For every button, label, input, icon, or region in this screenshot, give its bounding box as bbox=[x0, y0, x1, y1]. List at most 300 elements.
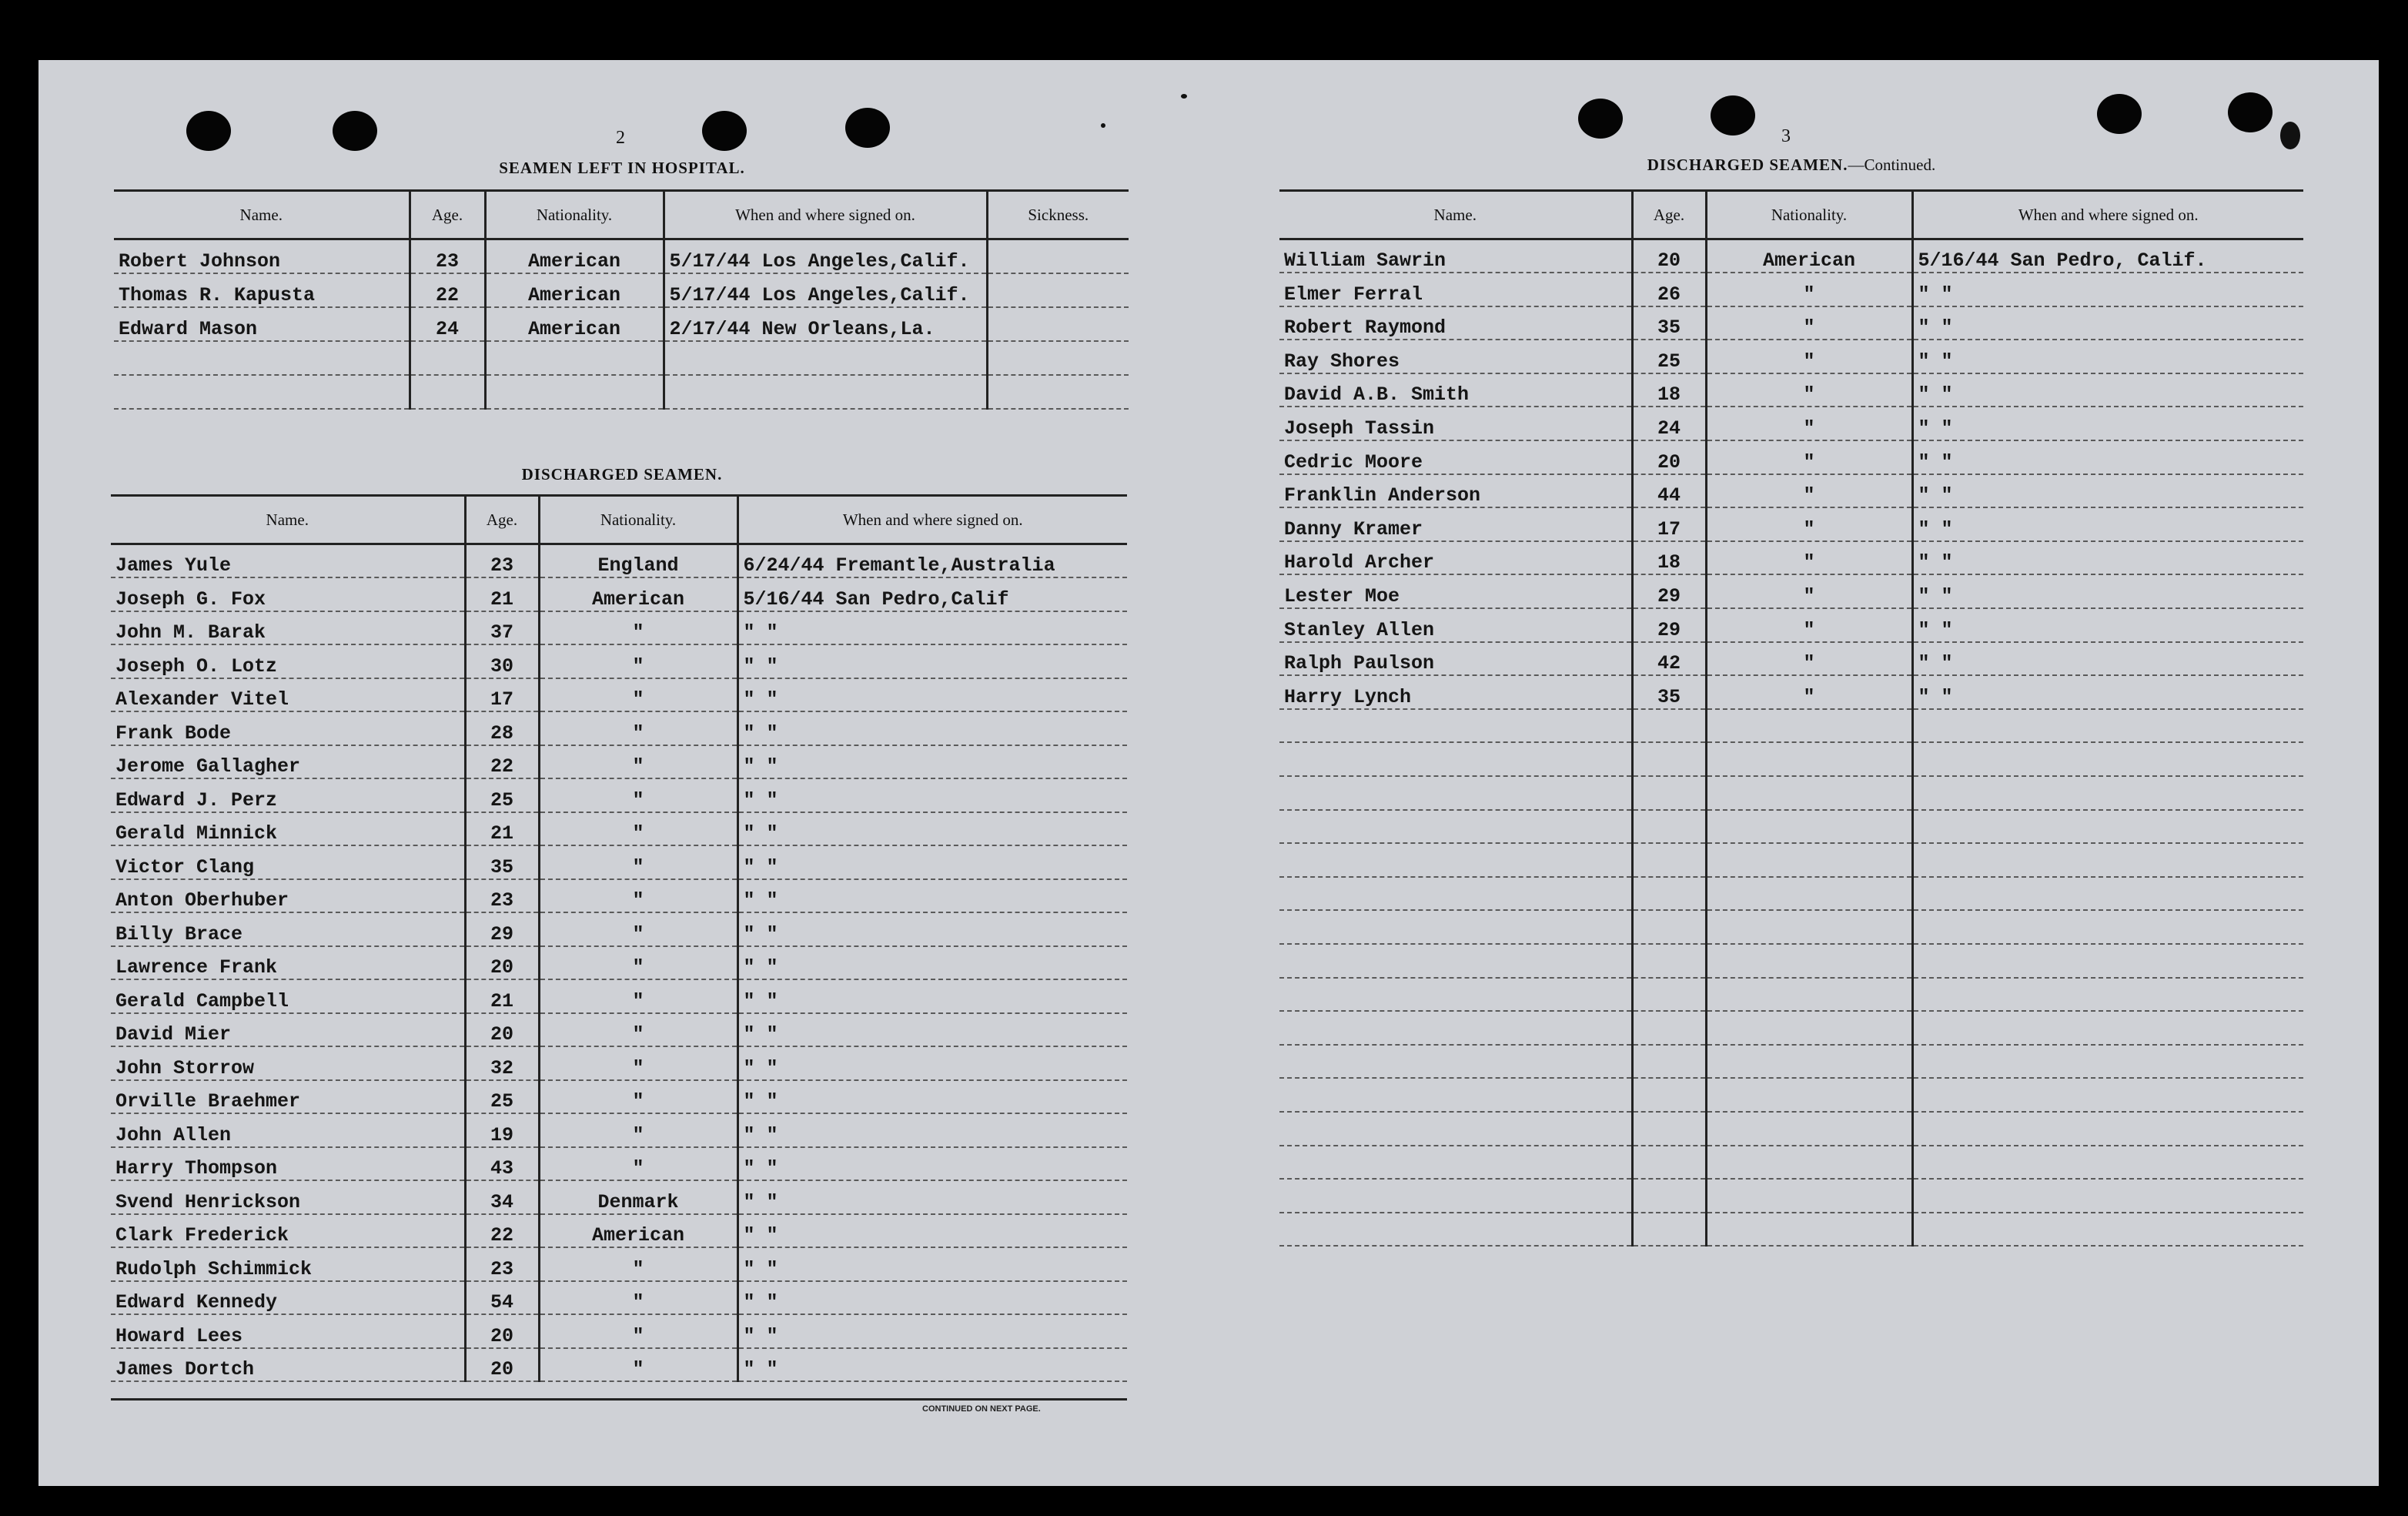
table-cell: 28 bbox=[465, 711, 539, 745]
table-cell: Ralph Paulson bbox=[1279, 642, 1632, 676]
table-cell bbox=[1279, 1011, 1632, 1045]
table-cell: James Dortch bbox=[111, 1348, 465, 1382]
table-cell: " " bbox=[1912, 474, 2303, 508]
table-cell bbox=[1632, 776, 1706, 810]
table-row bbox=[1279, 340, 2303, 373]
table-cell: 24 bbox=[410, 307, 485, 341]
table-cell: " bbox=[1706, 440, 1912, 474]
table-row bbox=[111, 611, 1127, 645]
table-row bbox=[114, 239, 1129, 273]
table-cell: " " bbox=[737, 778, 1127, 812]
table-cell: " " bbox=[737, 745, 1127, 779]
table-cell: " " bbox=[737, 711, 1127, 745]
discharged-continued-title-text: DISCHARGED SEAMEN. bbox=[1647, 156, 1848, 174]
table-row bbox=[111, 1147, 1127, 1181]
ink-blot bbox=[2280, 122, 2300, 149]
table-row bbox=[1279, 776, 2303, 810]
table-cell: " " bbox=[737, 611, 1127, 645]
column-header: Age. bbox=[1632, 191, 1706, 239]
table-row bbox=[111, 778, 1127, 812]
table-row bbox=[1279, 1045, 2303, 1079]
table-cell bbox=[1632, 1146, 1706, 1180]
table-cell bbox=[1912, 1146, 2303, 1180]
discharged-continued-suffix: —Continued. bbox=[1848, 156, 1936, 174]
discharged-table-bottom-rule bbox=[111, 1398, 1127, 1401]
table-cell: 5/16/44 San Pedro,Calif bbox=[737, 577, 1127, 611]
table-cell bbox=[1632, 910, 1706, 944]
table-cell: " bbox=[539, 1348, 737, 1382]
table-cell: " bbox=[539, 946, 737, 980]
ink-speck bbox=[1101, 123, 1105, 128]
table-cell bbox=[1279, 776, 1632, 810]
table-row bbox=[1279, 1112, 2303, 1146]
table-row bbox=[111, 879, 1127, 913]
table-cell: 35 bbox=[1632, 675, 1706, 709]
table-cell: " bbox=[539, 1281, 737, 1315]
table-cell: 29 bbox=[465, 912, 539, 946]
table-cell: David Mier bbox=[111, 1013, 465, 1047]
table-cell bbox=[1912, 776, 2303, 810]
table-cell: Gerald Minnick bbox=[111, 812, 465, 846]
table-cell: Harry Lynch bbox=[1279, 675, 1632, 709]
table-row bbox=[114, 341, 1129, 375]
table-cell: 42 bbox=[1632, 642, 1706, 676]
table-cell: Robert Johnson bbox=[114, 239, 410, 273]
table-cell: James Yule bbox=[111, 544, 465, 578]
table-row bbox=[114, 307, 1129, 341]
table-cell: " bbox=[1706, 541, 1912, 575]
table-cell: 21 bbox=[465, 577, 539, 611]
table-cell: " bbox=[539, 1113, 737, 1147]
table-cell: Thomas R. Kapusta bbox=[114, 273, 410, 307]
table-cell: 20 bbox=[465, 1348, 539, 1382]
table-row bbox=[1279, 608, 2303, 642]
table-cell: 20 bbox=[1632, 239, 1706, 273]
table-cell: " bbox=[539, 1147, 737, 1181]
table-cell: 21 bbox=[465, 979, 539, 1013]
table-cell bbox=[1706, 1179, 1912, 1213]
table-cell: " bbox=[539, 979, 737, 1013]
table-cell: " " bbox=[737, 678, 1127, 712]
table-cell: " " bbox=[737, 1013, 1127, 1047]
table-row bbox=[111, 1214, 1127, 1248]
table-cell: Billy Brace bbox=[111, 912, 465, 946]
table-cell: 24 bbox=[1632, 407, 1706, 440]
table-cell: John M. Barak bbox=[111, 611, 465, 645]
table-cell bbox=[410, 341, 485, 375]
table-cell: 29 bbox=[1632, 608, 1706, 642]
table-cell bbox=[1706, 810, 1912, 844]
table-cell: 43 bbox=[465, 1147, 539, 1181]
table-cell: 25 bbox=[465, 778, 539, 812]
table-cell bbox=[1279, 810, 1632, 844]
column-header: Nationality. bbox=[539, 496, 737, 544]
table-cell: 35 bbox=[465, 845, 539, 879]
column-header: Name. bbox=[111, 496, 465, 544]
table-cell: " bbox=[539, 1314, 737, 1348]
table-cell bbox=[1706, 843, 1912, 877]
table-cell: 54 bbox=[465, 1281, 539, 1315]
table-cell: John Allen bbox=[111, 1113, 465, 1147]
table-row bbox=[1279, 373, 2303, 407]
table-cell: " bbox=[539, 1013, 737, 1047]
table-cell bbox=[1912, 709, 2303, 743]
table-cell bbox=[1632, 877, 1706, 911]
table-row bbox=[1279, 474, 2303, 508]
table-cell: " " bbox=[737, 1314, 1127, 1348]
table-cell: 22 bbox=[410, 273, 485, 307]
table-cell bbox=[1912, 1045, 2303, 1079]
table-cell: Victor Clang bbox=[111, 845, 465, 879]
table-row bbox=[1279, 273, 2303, 306]
table-cell: " " bbox=[737, 1281, 1127, 1315]
table-cell bbox=[1632, 742, 1706, 776]
table-cell: " bbox=[539, 611, 737, 645]
table-cell: Franklin Anderson bbox=[1279, 474, 1632, 508]
table-cell: " bbox=[1706, 675, 1912, 709]
table-cell: 30 bbox=[465, 644, 539, 678]
table-cell: " " bbox=[1912, 373, 2303, 407]
table-cell: 20 bbox=[1632, 440, 1706, 474]
table-cell bbox=[1279, 1146, 1632, 1180]
table-cell: Lawrence Frank bbox=[111, 946, 465, 980]
table-cell: " " bbox=[737, 1147, 1127, 1181]
table-cell bbox=[1632, 1213, 1706, 1247]
table-cell: Rudolph Schimmick bbox=[111, 1247, 465, 1281]
table-cell: Lester Moe bbox=[1279, 574, 1632, 608]
table-cell: 25 bbox=[465, 1080, 539, 1114]
table-cell: " " bbox=[1912, 440, 2303, 474]
table-row bbox=[111, 577, 1127, 611]
column-header: Age. bbox=[465, 496, 539, 544]
table-cell bbox=[1706, 742, 1912, 776]
table-cell: Joseph G. Fox bbox=[111, 577, 465, 611]
table-cell: " bbox=[539, 879, 737, 913]
hospital-section-title: SEAMEN LEFT IN HOSPITAL. bbox=[499, 159, 745, 177]
table-cell bbox=[1279, 1179, 1632, 1213]
table-cell bbox=[1706, 877, 1912, 911]
column-header: Nationality. bbox=[485, 191, 664, 239]
table-cell: " bbox=[1706, 407, 1912, 440]
table-cell bbox=[664, 341, 987, 375]
column-header: Age. bbox=[410, 191, 485, 239]
table-cell: England bbox=[539, 544, 737, 578]
table-cell: American bbox=[485, 273, 664, 307]
page-number-right: 3 bbox=[1781, 126, 1791, 146]
table-cell: " " bbox=[737, 879, 1127, 913]
table-cell: " " bbox=[737, 1046, 1127, 1080]
table-cell bbox=[1912, 944, 2303, 978]
table-cell: " bbox=[1706, 608, 1912, 642]
table-cell bbox=[1632, 1011, 1706, 1045]
table-row bbox=[111, 1180, 1127, 1214]
table-cell: 21 bbox=[465, 812, 539, 846]
table-cell: " bbox=[539, 778, 737, 812]
table-cell: Jerome Gallagher bbox=[111, 745, 465, 779]
table-cell bbox=[1706, 1078, 1912, 1112]
table-cell: John Storrow bbox=[111, 1046, 465, 1080]
table-row bbox=[111, 1113, 1127, 1147]
table-cell bbox=[114, 341, 410, 375]
table-cell: Cedric Moore bbox=[1279, 440, 1632, 474]
continued-note: CONTINUED ON NEXT PAGE. bbox=[922, 1404, 1041, 1414]
table-row bbox=[1279, 1011, 2303, 1045]
table-cell bbox=[1632, 1045, 1706, 1079]
punch-hole bbox=[186, 111, 231, 151]
table-row bbox=[1279, 843, 2303, 877]
table-cell: " bbox=[539, 678, 737, 712]
table-cell bbox=[1279, 843, 1632, 877]
table-cell bbox=[1912, 1213, 2303, 1247]
table-cell bbox=[1912, 1112, 2303, 1146]
table-row bbox=[111, 1247, 1127, 1281]
page-number-left: 2 bbox=[616, 128, 625, 148]
table-cell bbox=[1912, 978, 2303, 1012]
table-cell bbox=[485, 341, 664, 375]
discharged-continued-title bbox=[1279, 156, 2303, 175]
table-cell: " " bbox=[1912, 608, 2303, 642]
table-cell: William Sawrin bbox=[1279, 239, 1632, 273]
table-cell bbox=[1706, 709, 1912, 743]
table-cell: 34 bbox=[465, 1180, 539, 1214]
column-header: When and where signed on. bbox=[737, 496, 1127, 544]
table-cell: 20 bbox=[465, 1314, 539, 1348]
table-cell: 44 bbox=[1632, 474, 1706, 508]
table-row bbox=[111, 1046, 1127, 1080]
table-cell bbox=[1279, 1045, 1632, 1079]
table-cell: " bbox=[539, 1046, 737, 1080]
table-cell bbox=[1279, 944, 1632, 978]
table-cell: " " bbox=[737, 1180, 1127, 1214]
table-cell: " " bbox=[737, 946, 1127, 980]
table-cell: Danny Kramer bbox=[1279, 507, 1632, 541]
table-cell: American bbox=[1706, 239, 1912, 273]
column-header: When and where signed on. bbox=[1912, 191, 2303, 239]
table-cell bbox=[1279, 978, 1632, 1012]
table-cell: American bbox=[485, 307, 664, 341]
table-cell: " bbox=[1706, 507, 1912, 541]
table-cell bbox=[987, 307, 1129, 341]
table-row bbox=[114, 375, 1129, 409]
table-cell bbox=[410, 375, 485, 409]
table-cell bbox=[1279, 709, 1632, 743]
table-cell bbox=[664, 375, 987, 409]
table-cell: " " bbox=[737, 912, 1127, 946]
table-row bbox=[1279, 440, 2303, 474]
table-cell: 26 bbox=[1632, 273, 1706, 306]
ink-speck bbox=[1181, 94, 1187, 99]
table-cell bbox=[1632, 1112, 1706, 1146]
table-cell: Robert Raymond bbox=[1279, 306, 1632, 340]
punch-hole bbox=[2228, 92, 2273, 132]
table-row bbox=[1279, 810, 2303, 844]
column-header: Nationality. bbox=[1706, 191, 1912, 239]
punch-hole bbox=[702, 111, 747, 151]
table-cell bbox=[1279, 742, 1632, 776]
table-row bbox=[1279, 1213, 2303, 1247]
table-cell bbox=[114, 375, 410, 409]
table-cell bbox=[1912, 810, 2303, 844]
table-cell bbox=[485, 375, 664, 409]
table-cell: 18 bbox=[1632, 541, 1706, 575]
table-cell bbox=[1706, 1213, 1912, 1247]
table-cell: " bbox=[539, 1247, 737, 1281]
table-cell: " " bbox=[1912, 642, 2303, 676]
table-cell: " bbox=[539, 845, 737, 879]
discharged-continued-table bbox=[1279, 189, 2303, 1247]
table-cell bbox=[1632, 1078, 1706, 1112]
table-cell: " bbox=[1706, 474, 1912, 508]
table-cell bbox=[1912, 1011, 2303, 1045]
table-cell: " bbox=[539, 912, 737, 946]
table-cell bbox=[1632, 978, 1706, 1012]
table-cell: " " bbox=[1912, 273, 2303, 306]
table-cell: " " bbox=[1912, 507, 2303, 541]
table-cell: " " bbox=[737, 979, 1127, 1013]
punch-hole bbox=[1711, 95, 1755, 136]
table-cell: 20 bbox=[465, 946, 539, 980]
table-cell bbox=[987, 341, 1129, 375]
table-cell: Clark Frederick bbox=[111, 1214, 465, 1248]
table-cell: " bbox=[1706, 373, 1912, 407]
table-row bbox=[111, 912, 1127, 946]
table-cell: 37 bbox=[465, 611, 539, 645]
table-cell: " bbox=[1706, 642, 1912, 676]
table-cell bbox=[1632, 1179, 1706, 1213]
table-row bbox=[1279, 978, 2303, 1012]
table-cell bbox=[1279, 910, 1632, 944]
discharged-section-title: DISCHARGED SEAMEN. bbox=[521, 465, 723, 484]
table-row bbox=[111, 946, 1127, 980]
table-cell: Harold Archer bbox=[1279, 541, 1632, 575]
table-cell: 23 bbox=[465, 544, 539, 578]
column-header: When and where signed on. bbox=[664, 191, 987, 239]
table-cell: " " bbox=[737, 1348, 1127, 1382]
table-cell bbox=[987, 273, 1129, 307]
table-cell: Denmark bbox=[539, 1180, 737, 1214]
table-cell bbox=[1279, 877, 1632, 911]
table-cell: 22 bbox=[465, 1214, 539, 1248]
table-row bbox=[1279, 1179, 2303, 1213]
table-cell bbox=[1912, 877, 2303, 911]
table-cell: Alexander Vitel bbox=[111, 678, 465, 712]
table-cell: " " bbox=[1912, 675, 2303, 709]
table-cell: 35 bbox=[1632, 306, 1706, 340]
table-cell: Joseph O. Lotz bbox=[111, 644, 465, 678]
table-cell: 20 bbox=[465, 1013, 539, 1047]
table-cell: American bbox=[539, 1214, 737, 1248]
table-row bbox=[1279, 407, 2303, 440]
table-cell: 25 bbox=[1632, 340, 1706, 373]
table-cell bbox=[1279, 1078, 1632, 1112]
table-row bbox=[1279, 944, 2303, 978]
table-row bbox=[111, 979, 1127, 1013]
table-cell bbox=[1912, 843, 2303, 877]
table-row bbox=[114, 273, 1129, 307]
table-cell: " " bbox=[737, 812, 1127, 846]
table-cell: American bbox=[485, 239, 664, 273]
table-cell: 5/16/44 San Pedro, Calif. bbox=[1912, 239, 2303, 273]
table-cell bbox=[1632, 944, 1706, 978]
table-cell: " " bbox=[737, 1247, 1127, 1281]
table-cell: Edward Kennedy bbox=[111, 1281, 465, 1315]
punch-hole bbox=[1578, 99, 1623, 139]
table-cell bbox=[1706, 1146, 1912, 1180]
table-row bbox=[1279, 306, 2303, 340]
table-row bbox=[1279, 1078, 2303, 1112]
table-cell: " " bbox=[737, 1113, 1127, 1147]
table-cell: 23 bbox=[465, 879, 539, 913]
table-row bbox=[111, 812, 1127, 846]
table-cell: " bbox=[539, 1080, 737, 1114]
table-row bbox=[1279, 877, 2303, 911]
column-header: Name. bbox=[1279, 191, 1632, 239]
table-cell bbox=[1706, 1011, 1912, 1045]
table-cell: Edward J. Perz bbox=[111, 778, 465, 812]
table-cell: 18 bbox=[1632, 373, 1706, 407]
table-cell bbox=[987, 375, 1129, 409]
table-cell bbox=[1632, 810, 1706, 844]
table-cell: " bbox=[1706, 340, 1912, 373]
table-cell: " bbox=[1706, 574, 1912, 608]
table-cell: " " bbox=[737, 845, 1127, 879]
table-cell bbox=[1706, 910, 1912, 944]
table-cell: Howard Lees bbox=[111, 1314, 465, 1348]
table-cell: 23 bbox=[465, 1247, 539, 1281]
table-cell bbox=[1706, 1045, 1912, 1079]
table-row bbox=[111, 544, 1127, 578]
punch-hole bbox=[333, 111, 377, 151]
table-cell bbox=[987, 239, 1129, 273]
table-cell: " " bbox=[1912, 541, 2303, 575]
table-cell: " bbox=[539, 745, 737, 779]
punch-hole bbox=[2097, 94, 2142, 134]
table-cell bbox=[1706, 944, 1912, 978]
table-cell: Joseph Tassin bbox=[1279, 407, 1632, 440]
table-row bbox=[111, 745, 1127, 779]
table-cell: Harry Thompson bbox=[111, 1147, 465, 1181]
table-cell: 22 bbox=[465, 745, 539, 779]
table-cell bbox=[1279, 1112, 1632, 1146]
column-header: Name. bbox=[114, 191, 410, 239]
table-row bbox=[1279, 675, 2303, 709]
table-row bbox=[111, 1013, 1127, 1047]
table-cell bbox=[1912, 910, 2303, 944]
table-cell: 5/17/44 Los Angeles,Calif. bbox=[664, 239, 987, 273]
table-cell: " bbox=[539, 711, 737, 745]
table-cell: " " bbox=[737, 644, 1127, 678]
table-cell: 17 bbox=[1632, 507, 1706, 541]
table-cell: Elmer Ferral bbox=[1279, 273, 1632, 306]
table-cell: Edward Mason bbox=[114, 307, 410, 341]
table-cell bbox=[1706, 1112, 1912, 1146]
table-row bbox=[111, 1314, 1127, 1348]
table-cell bbox=[1632, 843, 1706, 877]
table-cell: 6/24/44 Fremantle,Australia bbox=[737, 544, 1127, 578]
punch-hole bbox=[845, 108, 890, 148]
table-row bbox=[1279, 1146, 2303, 1180]
table-row bbox=[111, 644, 1127, 678]
table-cell bbox=[1279, 1213, 1632, 1247]
table-cell: " " bbox=[737, 1214, 1127, 1248]
table-row bbox=[1279, 574, 2303, 608]
table-cell: 2/17/44 New Orleans,La. bbox=[664, 307, 987, 341]
table-cell: " bbox=[539, 812, 737, 846]
table-row bbox=[1279, 642, 2303, 676]
table-cell: Orville Braehmer bbox=[111, 1080, 465, 1114]
column-header: Sickness. bbox=[987, 191, 1129, 239]
table-cell: " bbox=[1706, 306, 1912, 340]
